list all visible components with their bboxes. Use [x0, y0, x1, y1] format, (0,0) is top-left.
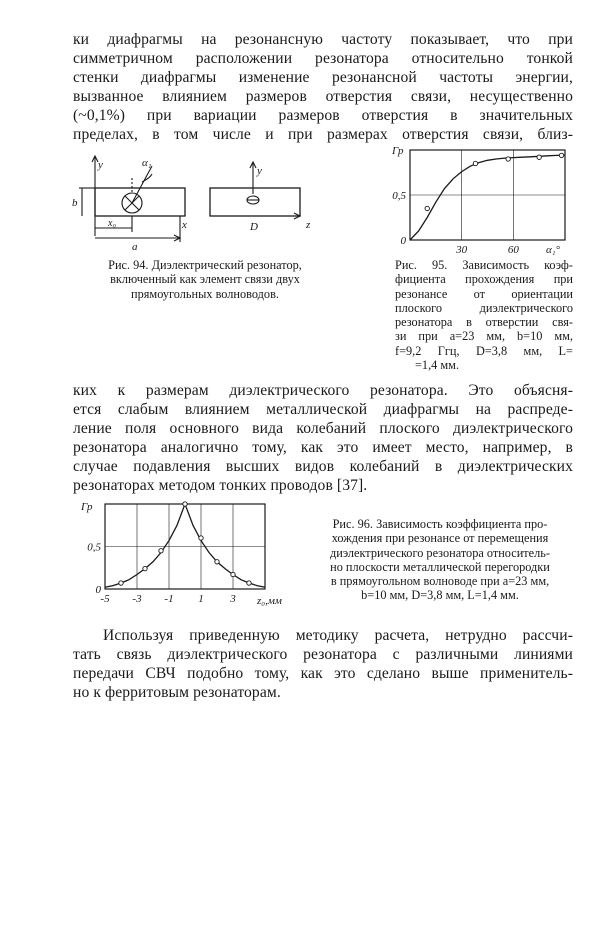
data-point	[159, 549, 163, 553]
text-line: ки диафрагмы на резонансную частоту показывает, что при	[73, 31, 573, 48]
figure-95-chart	[370, 140, 580, 255]
y-tick-label: 0,5	[392, 190, 406, 202]
caption-line: Рис. 96. Зависимость коэффициента про-	[332, 517, 548, 531]
figure-95-caption	[395, 258, 573, 372]
y-tick-label: 0,5	[87, 541, 101, 554]
data-point	[506, 157, 510, 161]
caption-line: хождения при резонансе от перемещения	[331, 531, 549, 546]
x-tick-label: -5	[100, 593, 110, 605]
waveguide-side-view	[210, 188, 300, 216]
x-tick-label: 3	[230, 593, 236, 605]
data-point	[247, 581, 251, 585]
data-point	[231, 572, 235, 576]
caption-line: зи при a=23 мм, b=10 мм,	[395, 329, 573, 344]
text-line: пределах, в том числе и при размерах отверстия связи, близ-	[73, 126, 573, 143]
caption-line: Рис. 94. Диэлектрический резонатор,	[108, 258, 302, 272]
data-point	[199, 536, 203, 540]
text-line: симметричном расположении резонатора относительно тонкой	[73, 50, 573, 67]
text-line: Используя приведенную методику расчета, нетрудно рассчи-	[103, 627, 573, 644]
x-axis-label: α₁°	[546, 244, 560, 255]
data-point	[425, 206, 429, 210]
x-tick-label: 1	[198, 593, 204, 605]
axis-label-z: z	[306, 219, 311, 231]
y-axis-label: Гр	[392, 145, 404, 157]
paragraph-3	[73, 626, 573, 702]
y-tick-label: 0	[95, 584, 101, 596]
caption-line: включенный как элемент связи двух	[110, 272, 300, 287]
text-line: но к ферритовым резонаторам.	[73, 684, 281, 701]
caption-line: но плоскости металлической перегородки	[330, 559, 550, 574]
text-line: вызванное влиянием размеров отверстия связи, несущественно	[73, 88, 573, 105]
figure-96-caption	[305, 517, 575, 603]
data-point	[537, 155, 541, 159]
angle-label: α₁	[142, 157, 152, 169]
axis-label-y: y	[98, 159, 103, 171]
caption-line: фициента прохождения при	[395, 272, 573, 287]
text-line: случае подавления высших видов колебаний в диэлектрических	[73, 458, 573, 475]
data-point	[119, 581, 123, 585]
y-axis-label: Гр	[81, 501, 93, 513]
data-point	[183, 502, 187, 506]
x-tick-label: 30	[456, 244, 468, 255]
x-tick-label: -1	[164, 593, 174, 605]
waveguide-cross-section	[95, 188, 185, 216]
text-line: резонаторах методом тонких проводов [37].	[73, 477, 368, 494]
caption-line: =1,4 мм.	[415, 358, 460, 373]
caption-line: плоского диэлектрического	[395, 300, 573, 315]
figure-94-caption	[80, 258, 330, 301]
caption-line: b=10 мм, D=3,8 мм, L=1,4 мм.	[361, 588, 519, 603]
x-tick-label: 60	[507, 244, 519, 255]
dimension-label-a: a	[132, 241, 138, 253]
data-point	[473, 161, 477, 165]
text-line: резонатора аналогично тому, как это имеет место, например, в	[73, 439, 573, 456]
y-tick-label: 0	[400, 235, 406, 247]
text-line: ление поля основного вида колебаний плоского диэлектрического	[73, 420, 573, 437]
caption-line: резонансе от ориентации	[395, 286, 573, 301]
dimension-label-b: b	[72, 197, 78, 209]
data-point	[559, 153, 563, 157]
text-line: передачи СВЧ подобно тому, как это сделано выше применитель-	[73, 665, 573, 682]
series-line	[105, 504, 265, 587]
text-line: ких к размерам диэлектрического резонатора. Это объясня-	[73, 382, 573, 399]
label-D: D	[250, 221, 258, 233]
data-point	[143, 566, 147, 570]
figure-96-chart	[75, 494, 300, 614]
text-line: стенки диафрагмы изменение резонансной частоты энергии,	[73, 69, 573, 86]
caption-line: Рис. 95. Зависимость коэф-	[395, 258, 573, 272]
caption-line: прямоугольных волноводов.	[131, 286, 279, 301]
caption-line: f=9,2 Ггц, D=3,8 мм, L=	[395, 343, 573, 358]
series-line	[410, 155, 565, 240]
paragraph-2	[73, 381, 573, 495]
text-line: (~0,1%) при вариации размеров отверстия в значительных	[73, 107, 573, 124]
x-axis-label: z₀,мм	[257, 595, 282, 607]
x-tick-label: -3	[132, 593, 142, 605]
paragraph-1	[73, 30, 573, 144]
text-line: ется слабым влиянием металлической диафрагмы на распреде-	[73, 401, 573, 418]
figure-94-diagram	[70, 148, 340, 258]
axis-label-x: x	[182, 219, 187, 231]
text-line: тать связь диэлектрического резонатора с различными линиями	[73, 646, 573, 663]
data-point	[215, 560, 219, 564]
caption-line: диэлектрического резонатора относитель-	[330, 545, 550, 560]
axis-label-y-right: y	[257, 165, 262, 177]
dimension-label-x0: x₀	[108, 218, 116, 229]
caption-line: резонатора в отверстии свя-	[395, 315, 573, 330]
caption-line: в прямоугольном волноводе при a=23 мм,	[330, 574, 550, 589]
